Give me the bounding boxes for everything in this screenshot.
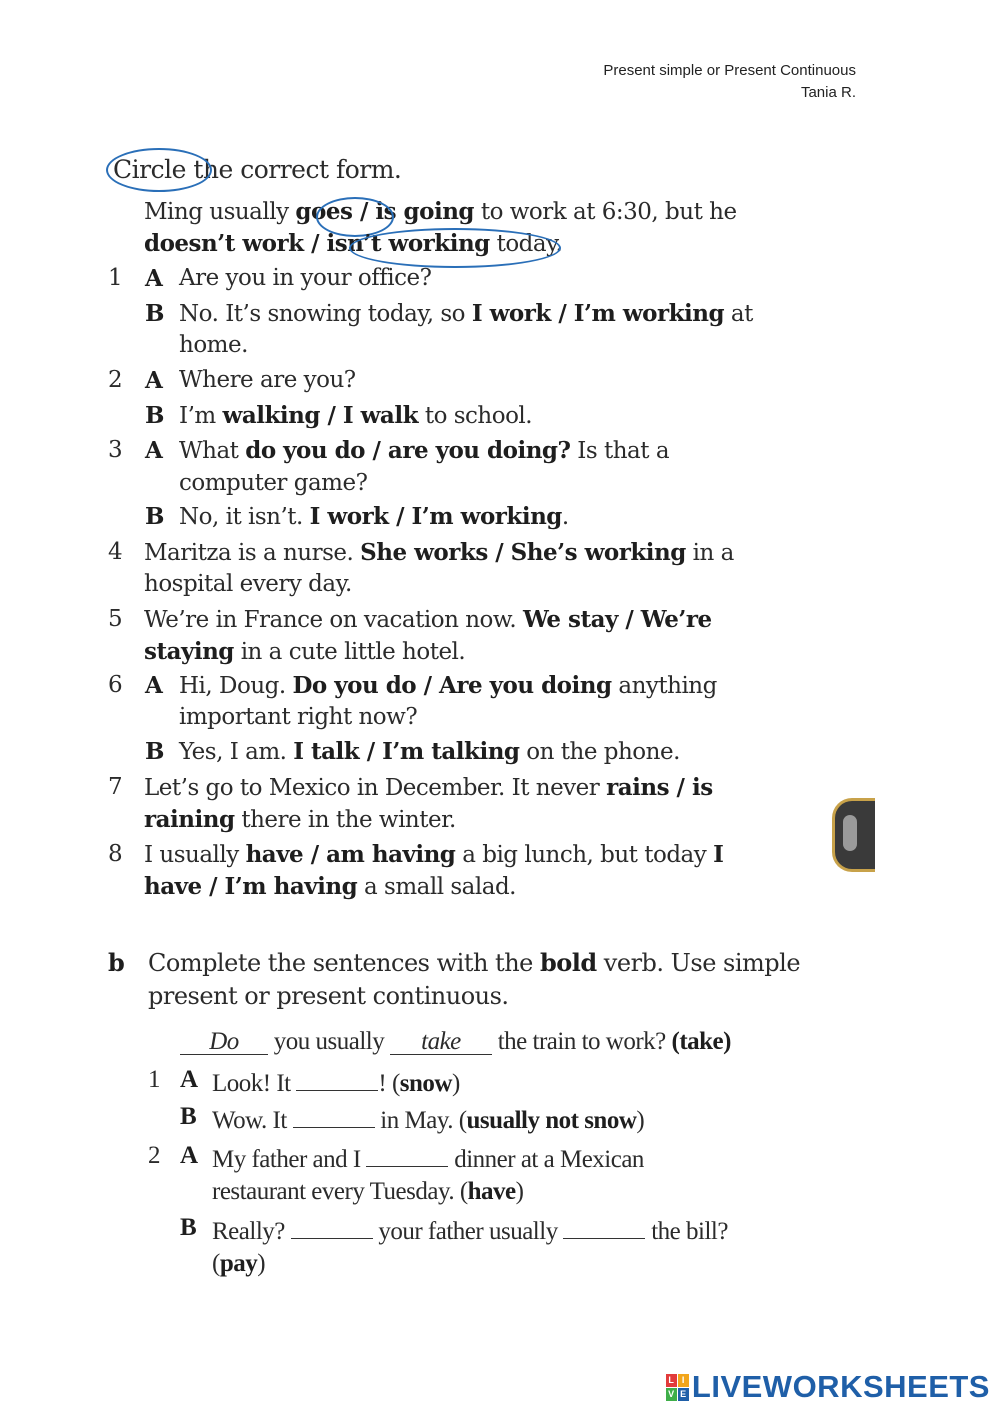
- item-text: restaurant every Tuesday. (: [212, 1178, 468, 1205]
- item-text: Let’s go to Mexico in December. It never: [144, 775, 607, 801]
- item-text: Are you in your office?: [179, 265, 432, 291]
- section-b-letter: b: [108, 948, 125, 977]
- item-text: Look! It: [212, 1070, 297, 1097]
- item-number: 8: [108, 841, 123, 867]
- item-line: [144, 606, 712, 633]
- worksheet-title: Present simple or Present Continuous: [603, 62, 856, 79]
- page-header: [603, 60, 856, 104]
- item-line: [144, 638, 465, 665]
- item-text: a small salad.: [357, 874, 516, 900]
- item-number: 1: [108, 265, 123, 291]
- item-text: Where are you?: [179, 367, 356, 393]
- instruction-circle-word: Circle: [113, 155, 186, 184]
- item-text: No, it isn’t.: [179, 504, 310, 530]
- item-text: My father and I: [212, 1146, 367, 1173]
- fill-line: [212, 1066, 460, 1098]
- section-b-example: Do you usually take the train to work? (take): [180, 1028, 731, 1056]
- item-text: .: [561, 504, 569, 530]
- item-text: dinner at a Mexican: [448, 1146, 644, 1173]
- speaker-label: B: [145, 503, 165, 530]
- answer-blank[interactable]: [563, 1214, 645, 1239]
- answer-blank[interactable]: [366, 1142, 448, 1167]
- item-text: ): [257, 1250, 266, 1277]
- item-text: ): [515, 1178, 524, 1205]
- speaker-label: A: [180, 1142, 199, 1169]
- fill-line: [212, 1214, 728, 1246]
- item-line: [179, 437, 669, 464]
- fill-line: [212, 1103, 644, 1135]
- item-line: [179, 704, 417, 730]
- item-line: [144, 873, 516, 900]
- section-b-instruction-line-1: Complete the sentences with the bold verb. Use simple: [148, 948, 801, 977]
- logo-mark-cell: L: [666, 1374, 677, 1387]
- choice-option[interactable]: I: [713, 841, 724, 868]
- item-text: What: [179, 438, 246, 464]
- item-number: 3: [108, 437, 123, 463]
- item-text: on the phone.: [519, 739, 680, 765]
- item-text: Yes, I am.: [179, 739, 294, 765]
- item-text: (: [212, 1250, 220, 1277]
- item-line: [179, 367, 356, 393]
- item-text: ): [451, 1070, 460, 1097]
- item-number: 2: [148, 1142, 161, 1169]
- logo-text: LIVEWORKSHEETS: [691, 1369, 990, 1404]
- item-line: [179, 265, 431, 291]
- item-line: [144, 774, 713, 801]
- verb-prompt: have: [467, 1178, 516, 1205]
- choice-option[interactable]: I work / I’m working: [309, 503, 562, 530]
- example-line-2: doesn’t work / isn’t working today.: [144, 230, 563, 257]
- item-text: anything: [611, 673, 717, 699]
- answer-blank[interactable]: [293, 1103, 375, 1128]
- liveworksheets-logo: [666, 1369, 990, 1405]
- item-text: home.: [179, 332, 248, 358]
- item-text: hospital every day.: [144, 571, 352, 597]
- example-line-1: Ming usually goes / is going to work at 6:30, but he: [144, 198, 737, 225]
- speaker-label: A: [145, 437, 163, 464]
- item-line: [144, 571, 352, 597]
- item-text: Wow. It: [212, 1107, 293, 1134]
- section-b-instruction-line-2: present or present continuous.: [148, 982, 509, 1010]
- answer-blank[interactable]: [291, 1214, 373, 1239]
- page-edge-tab: [832, 798, 875, 872]
- speaker-label: B: [145, 402, 165, 429]
- speaker-label: B: [145, 300, 165, 327]
- choice-option[interactable]: rains / is: [606, 774, 713, 801]
- choice-option[interactable]: Do you do / Are you doing: [292, 672, 612, 699]
- example-ink-circle-isnt-working: [349, 228, 561, 268]
- item-text: computer game?: [179, 470, 368, 496]
- fill-line: [212, 1142, 644, 1174]
- instruction-rest: the correct form.: [193, 155, 402, 184]
- worksheet-author: Tania R.: [800, 84, 856, 101]
- item-text: Maritza is a nurse.: [144, 540, 361, 566]
- choice-option[interactable]: walking / I walk: [222, 402, 419, 429]
- verb-prompt: pay: [219, 1250, 258, 1277]
- choice-option[interactable]: staying: [144, 638, 234, 665]
- speaker-label: A: [145, 265, 163, 292]
- logo-mark-cell: I: [678, 1374, 689, 1387]
- item-text: I’m: [179, 403, 223, 429]
- item-text: important right now?: [179, 704, 418, 730]
- verb-prompt: snow: [399, 1070, 452, 1097]
- item-text: at: [724, 301, 753, 327]
- speaker-label: A: [145, 672, 163, 699]
- item-line: [179, 503, 569, 530]
- fill-line: [212, 1250, 265, 1278]
- verb-prompt: usually not snow: [466, 1107, 637, 1134]
- item-text: Is that a: [570, 438, 670, 464]
- choice-option[interactable]: I work / I’m working: [471, 300, 725, 327]
- item-text: in a cute little hotel.: [233, 639, 466, 665]
- item-line: [144, 841, 723, 868]
- item-number: 4: [108, 539, 123, 565]
- instruction-ink-circle: [106, 148, 212, 192]
- item-number: 5: [108, 606, 123, 632]
- answer-blank[interactable]: [296, 1066, 378, 1091]
- item-text: to school.: [418, 403, 533, 429]
- item-text: We’re in France on vacation now.: [144, 607, 523, 633]
- example-blank-do: Do: [180, 1030, 268, 1055]
- item-text: ! (: [378, 1070, 400, 1097]
- speaker-label: B: [180, 1103, 197, 1130]
- item-text: your father usually: [372, 1218, 564, 1245]
- choice-option[interactable]: We stay / We’re: [522, 606, 712, 633]
- item-line: [179, 402, 532, 429]
- item-number: 2: [108, 367, 123, 393]
- logo-mark-icon: [666, 1374, 689, 1401]
- item-line: [179, 332, 248, 358]
- item-text: I usually: [144, 842, 246, 868]
- choice-option[interactable]: have / am having: [245, 841, 456, 868]
- item-line: [179, 738, 680, 765]
- choice-option[interactable]: do you do / are you doing?: [245, 437, 571, 464]
- item-line: [144, 539, 734, 566]
- item-text: ): [636, 1107, 645, 1134]
- item-line: [179, 470, 367, 496]
- example-blank-take: take: [390, 1030, 492, 1055]
- item-text: No. It’s snowing today, so: [179, 301, 472, 327]
- speaker-label: A: [180, 1066, 199, 1093]
- example-answer-isnt-working: isn’t working: [326, 230, 490, 257]
- logo-mark-cell: E: [678, 1388, 689, 1401]
- example-answer-goes: goes: [295, 198, 353, 225]
- item-number: 1: [148, 1066, 161, 1093]
- item-text: Hi, Doug.: [179, 673, 293, 699]
- item-text: in May. (: [374, 1107, 467, 1134]
- item-number: 6: [108, 672, 123, 698]
- choice-option[interactable]: She works / She’s working: [360, 539, 686, 566]
- speaker-label: A: [145, 367, 163, 394]
- speaker-label: B: [145, 738, 165, 765]
- item-line: [179, 672, 717, 699]
- item-number: 7: [108, 774, 123, 800]
- speaker-label: B: [180, 1214, 197, 1241]
- item-text: in a: [685, 540, 734, 566]
- choice-option[interactable]: have / I’m having: [144, 873, 358, 900]
- choice-option[interactable]: raining: [144, 806, 235, 833]
- choice-option[interactable]: I talk / I’m talking: [293, 738, 520, 765]
- item-line: [179, 300, 753, 327]
- fill-line: [212, 1178, 523, 1206]
- logo-mark-cell: V: [666, 1388, 677, 1401]
- item-line: [144, 806, 456, 833]
- item-text: the bill?: [645, 1218, 728, 1245]
- item-text: a big lunch, but today: [455, 842, 714, 868]
- item-text: Really?: [212, 1218, 291, 1245]
- item-text: there in the winter.: [234, 807, 456, 833]
